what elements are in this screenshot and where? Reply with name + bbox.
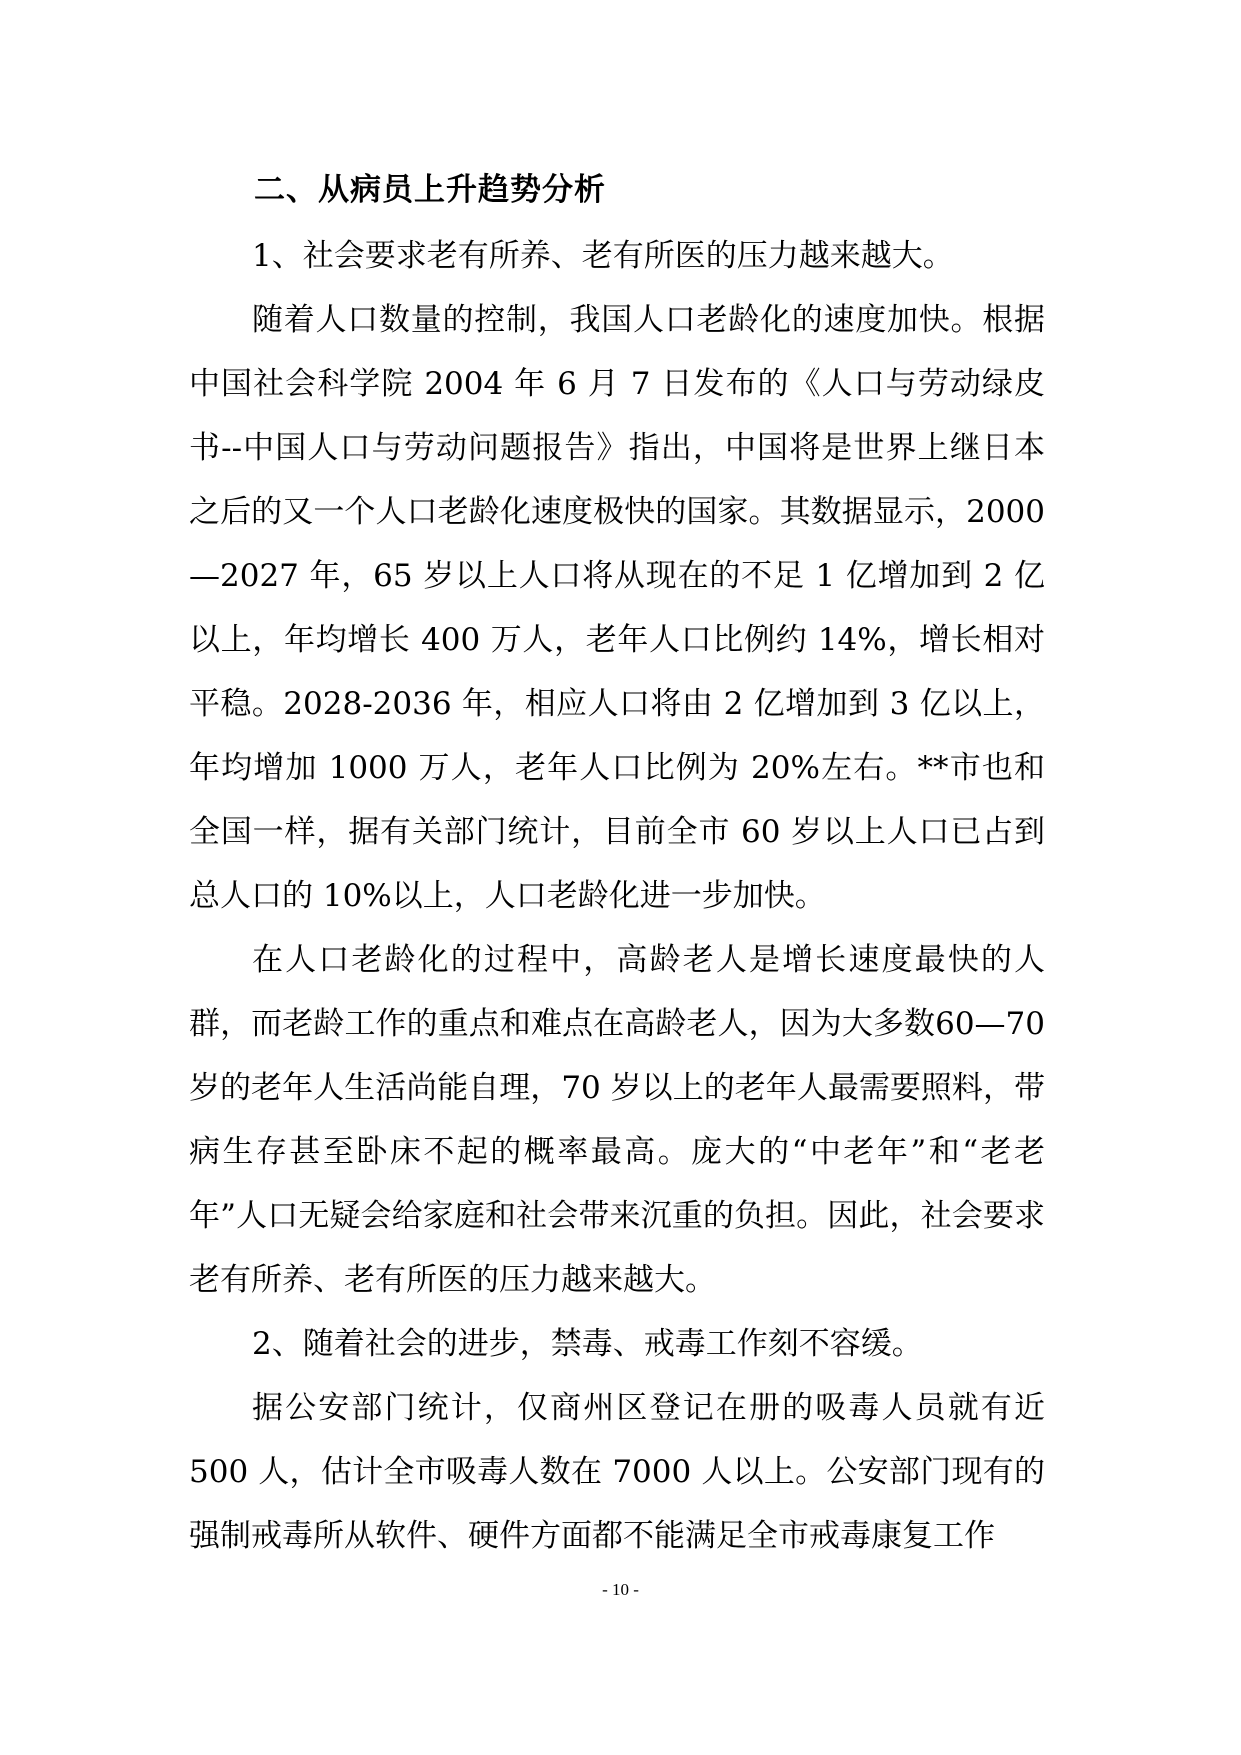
paragraph-subheading-1: 1、社会要求老有所养、老有所医的压力越来越大。 [252,238,954,274]
paragraph-elderly-care: 在人口老龄化的过程中，高龄老人是增长速度最快的人群，而老龄工作的重点和难点在高龄老人，因为大多数60—70 岁的老年人生活尚能自理，70 岁以上的老年人最需要照料，带病生存甚至卧床不起的概率最高。庞大的“中老年”和“老老年”人口无疑会给家庭和社会带来沉重的负担。因此，社会要求老有所养、老有所医的压力越来越大。 [189,942,1045,1298]
body-text [189,224,1045,1568]
paragraph-drug-statistics: 据公安部门统计，仅商州区登记在册的吸毒人员就有近500 人，估计全市吸毒人数在 7000 人以上。公安部门现有的强制戒毒所从软件、硬件方面都不能满足全市戒毒康复工作 [189,1390,1045,1554]
section-heading: 二、从病员上升趋势分析 [254,172,606,208]
paragraph-subheading-2: 2、随着社会的进步，禁毒、戒毒工作刻不容缓。 [252,1326,923,1362]
page-number: - 10 - [602,1580,639,1599]
paragraph-aging-data: 随着人口数量的控制，我国人口老龄化的速度加快。根据中国社会科学院 2004 年 6 月 7 日发布的《人口与劳动绿皮书--中国人口与劳动问题报告》指出，中国将是世界上继日本之后的又一个人口老龄化速度极快的国家。其数据显示，2000—2027 年，65 岁以上人口将从现在的不足 1 亿增加到 2 亿以上，年均增长 400 万人，老年人口比例约 14%，增长相对平稳。2028-2036 年，相应人口将由 2 亿增加到 3 亿以上，年均增加 1000 万人，老年人口比例为 20%左右。**市也和全国一样，据有关部门统计，目前全市 60 岁以上人口已占到总人口的 10%以上，人口老龄化进一步加快。 [189,302,1045,914]
